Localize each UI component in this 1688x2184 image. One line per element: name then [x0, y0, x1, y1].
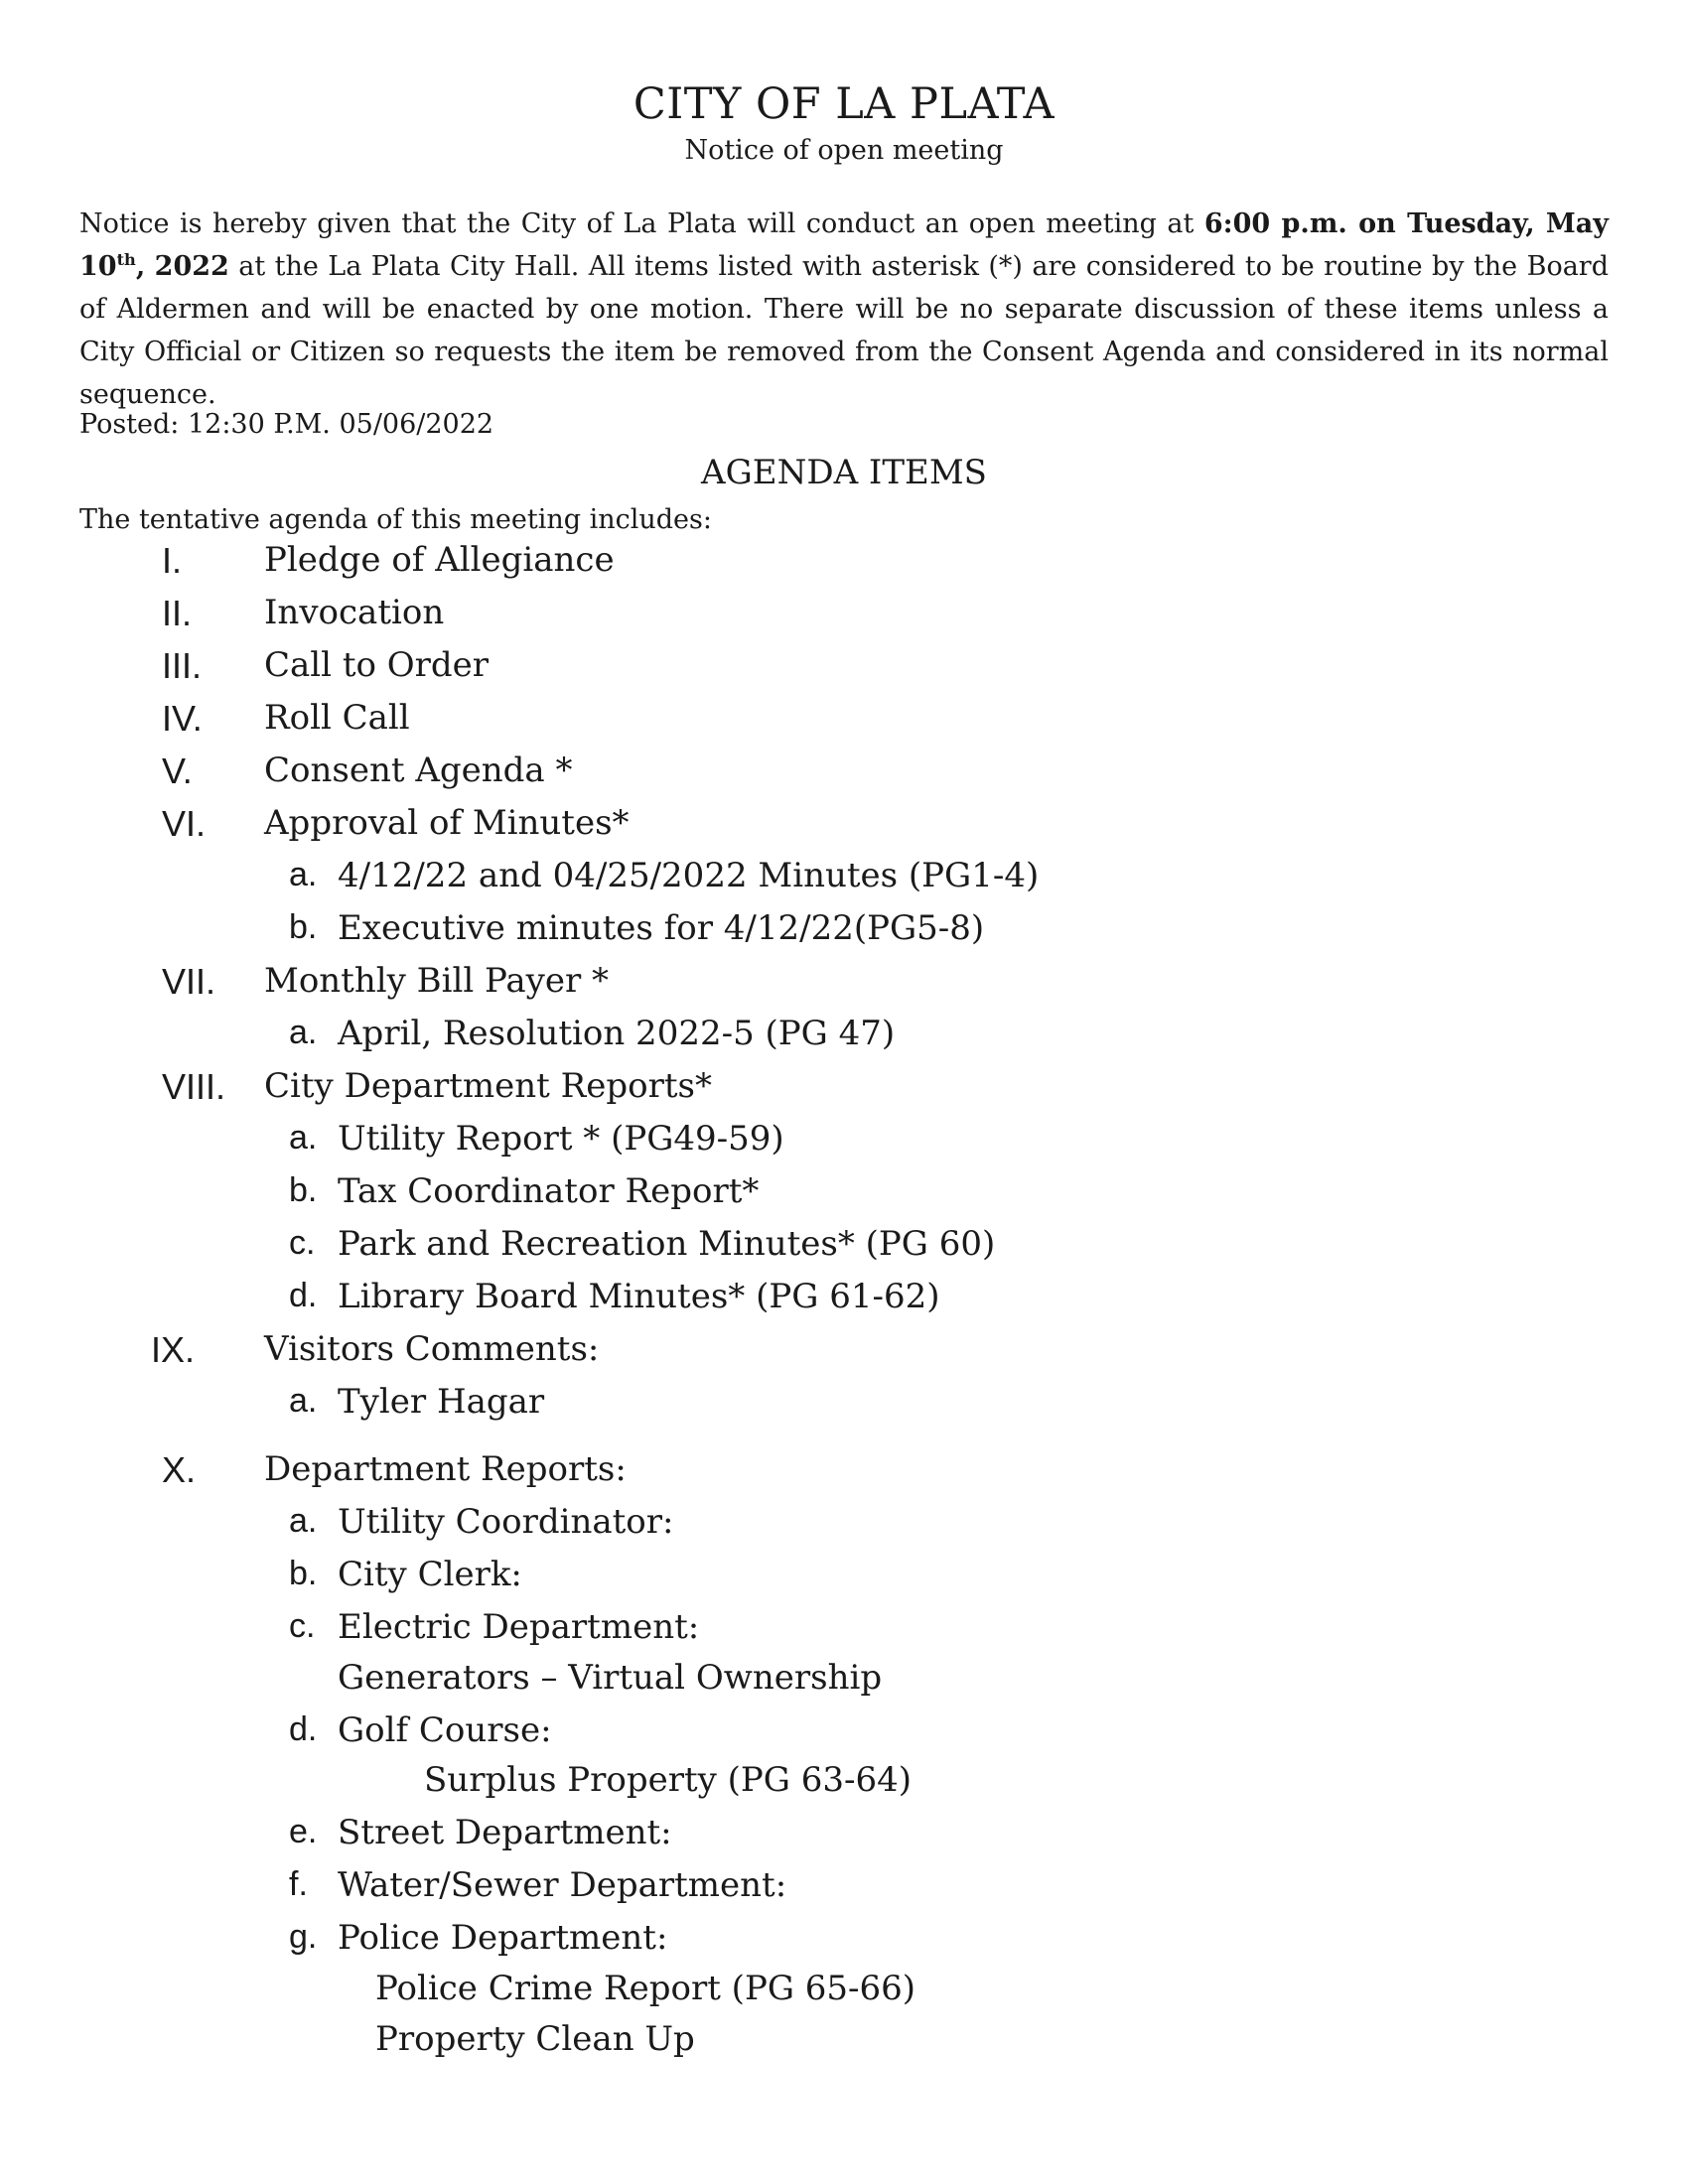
agenda-detail-text: Generators – Virtual Ownership	[338, 1658, 883, 1698]
agenda-detail-text: Property Clean Up	[375, 2019, 695, 2059]
notice-text-2: at the La Plata City Hall. All items listed with asterisk (*) are considered to be routine by the Board of Aldermen and will be enacted by one motion. There will be no separate discussion of these items unless a City Official or Citizen so requests the item be removed from the Consent Agenda and considered in its normal sequence.	[79, 251, 1609, 410]
agenda-subitem-text: April, Resolution 2022-5 (PG 47)	[338, 1014, 896, 1053]
agenda-subitem-letter: b.	[289, 908, 318, 946]
agenda-subitem-text: Water/Sewer Department:	[338, 1865, 787, 1905]
agenda-subitem-text: Street Department:	[338, 1813, 672, 1852]
agenda-subitem-text: Executive minutes for 4/12/22(PG5-8)	[338, 908, 985, 948]
agenda-subitem-letter: c.	[289, 1224, 316, 1262]
agenda-subitem-letter: a.	[289, 1014, 318, 1051]
agenda-item-text: Invocation	[264, 593, 445, 632]
agenda-subitem-letter: d.	[289, 1277, 318, 1314]
agenda-subitem-letter: e.	[289, 1813, 318, 1850]
meeting-year: 2022	[154, 251, 229, 282]
agenda-subitem-letter: b.	[289, 1171, 318, 1209]
agenda-item-number: I.	[162, 540, 183, 581]
posted-date: Posted: 12:30 P.M. 05/06/2022	[79, 409, 494, 440]
date-suffix: th	[116, 250, 136, 269]
agenda-subitem-letter: c.	[289, 1607, 316, 1645]
agenda-item-text: Pledge of Allegiance	[264, 540, 615, 580]
agenda-subitem-letter: a.	[289, 1382, 318, 1420]
agenda-subitem-text: Tyler Hagar	[338, 1382, 545, 1422]
agenda-item-text: City Department Reports*	[264, 1066, 712, 1106]
agenda-item-number: II.	[162, 593, 193, 633]
agenda-subitem-text: Park and Recreation Minutes* (PG 60)	[338, 1224, 996, 1264]
page-subtitle: Notice of open meeting	[684, 135, 1004, 166]
agenda-detail-text: Police Crime Report (PG 65-66)	[375, 1969, 916, 2008]
agenda-intro: The tentative agenda of this meeting includes:	[79, 504, 712, 535]
meeting-time: 6:00 p.m. on Tuesday, May 10	[79, 208, 1609, 282]
agenda-subitem-text: 4/12/22 and 04/25/2022 Minutes (PG1-4)	[338, 856, 1040, 895]
agenda-subitem-text: Tax Coordinator Report*	[338, 1171, 760, 1211]
agenda-subitem-letter: a.	[289, 1502, 318, 1540]
agenda-subitem-text: Golf Course:	[338, 1710, 552, 1750]
agenda-item-number: VI.	[162, 803, 207, 844]
page-title: CITY OF LA PLATA	[633, 79, 1055, 129]
agenda-item-text: Department Reports:	[264, 1449, 627, 1489]
agenda-item-text: Visitors Comments:	[264, 1329, 600, 1369]
agenda-subitem-text: City Clerk:	[338, 1555, 522, 1594]
agenda-subitem-letter: g.	[289, 1918, 318, 1956]
notice-paragraph	[79, 203, 1609, 416]
agenda-item-number: III.	[162, 645, 203, 686]
agenda-item-number: V.	[162, 751, 193, 791]
agenda-heading: AGENDA ITEMS	[701, 453, 987, 492]
agenda-subitem-letter: b.	[289, 1555, 318, 1592]
agenda-item-text: Consent Agenda *	[264, 751, 573, 790]
agenda-subitem-text: Utility Coordinator:	[338, 1502, 674, 1542]
agenda-item-text: Roll Call	[264, 698, 410, 738]
agenda-item-text: Approval of Minutes*	[264, 803, 630, 843]
notice-text-1: Notice is hereby given that the City of La Plata will conduct an open meeting at	[79, 208, 1204, 239]
agenda-subitem-letter: f.	[289, 1865, 308, 1903]
agenda-subitem-text: Library Board Minutes* (PG 61-62)	[338, 1277, 940, 1316]
agenda-subitem-text: Electric Department:	[338, 1607, 700, 1647]
agenda-item-number: IV.	[162, 698, 203, 739]
agenda-subitem-text: Utility Report * (PG49-59)	[338, 1119, 784, 1159]
agenda-subitem-letter: a.	[289, 1119, 318, 1157]
agenda-subitem-letter: d.	[289, 1710, 318, 1748]
agenda-item-number: X.	[162, 1449, 197, 1490]
agenda-subitem-text: Police Department:	[338, 1918, 668, 1958]
agenda-item-text: Call to Order	[264, 645, 490, 685]
date-comma: ,	[135, 251, 146, 282]
agenda-item-number: IX.	[151, 1329, 196, 1370]
agenda-item-number: VIII.	[162, 1066, 226, 1107]
agenda-subitem-letter: a.	[289, 856, 318, 893]
agenda-item-text: Monthly Bill Payer *	[264, 961, 610, 1001]
agenda-detail-text: Surplus Property (PG 63-64)	[424, 1760, 913, 1800]
agenda-item-number: VII.	[162, 961, 216, 1002]
